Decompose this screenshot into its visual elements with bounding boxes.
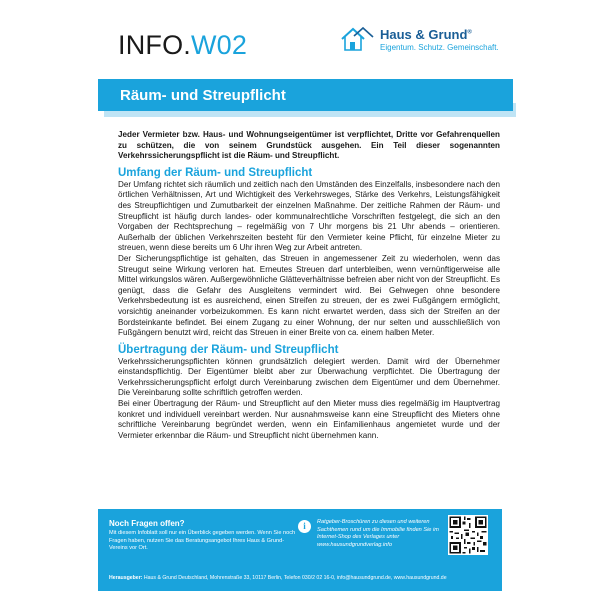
section-umfang-paragraph-2: Der Sicherungspflichtige ist gehalten, das Streuen in angemessener Zeit zu wiederholen, wenn das Streugut seine Wirkung verloren hat. Erneutes Streuen darf unterbleiben, wenn vernünftigerweise alle Mittel wirkungslos wären. Außergewöhnliche Glätteverhältnisse befreien aber nicht von der Streupflicht. Es genügt, dass die Gefahr des Ausgleitens vermindert wird. Bei Gehwegen ohne besondere Verkehrsbedeutung ist es ausreichend, einen Streifen zu streuen, der es zwei Fußgängern ermöglicht, vorsichtig aneinander vorbeizukommen. Es kann nicht erwartet werden, dass sich der Streifen an der Bordsteinkante befindet. Bei einem Zugang zu einer Wohnung, der nur selten und ausschließlich von Fußgängern benutzt wird, reicht das Streuen in einer Breite von ca. einem halben Meter.: [118, 253, 500, 338]
publisher-line: Herausgeber: Haus & Grund Deutschland, Mohrenstraße 33, 10117 Berlin, Telefon 030/2 02 16-0, info@hausundgrund.de, www.hausundgrund.de: [109, 575, 447, 581]
section-uebertragung-paragraph-1: Verkehrssicherungspflichten können grundsätzlich delegiert werden. Damit wird der Übernehmer einstandspflichtig. Der Eigentümer bleibt aber zur Überwachung verpflichtet. Die Übertragung der Verkehrssicherungspflicht erfolgt durch Vereinbarung zwischen dem Eigentümer und dem Übernehmer. Die Vereinbarung sollte schriftlich getroffen werden.: [118, 356, 500, 398]
footer-box: [98, 509, 502, 591]
info-icon: i: [298, 520, 311, 533]
info-prefix: INFO.: [118, 30, 191, 60]
qr-code-icon: [448, 515, 488, 555]
section-umfang-paragraph-1: Der Umfang richtet sich räumlich und zeitlich nach den Umständen des Einzelfalls, insbesondere nach den örtlichen Verhältnissen, Art und Wichtigkeit des Verkehrsweges, Stärke des Verkehrs, Leistungsfähigkeit des Streupflichtigen und Zumutbarkeit der einzelnen Maßnahme. Der zeitliche Rahmen der Räum- und Streupflicht ist häufig durch landes- oder kommunalrechtliche Vorschriften festgelegt, die sich an den Vorgaben der Rechtsprechung – regelmäßig von 7 Uhr morgens bis 21 Uhr abends – orientieren. Außerhalb der üblichen Verkehrszeiten besteht für den Vermieter keine Pflicht, für einzelne Mieter zu streuen, wenn diese bereits um 6 Uhr ihren Weg zur Arbeit antreten.: [118, 179, 500, 253]
footer-shop-note: Ratgeber-Broschüren zu diesen und weiteren Sachthemen rund um die Immobilie finden Sie im Internet-Shop des Verlages unter www.hausundgrundverlag.info: [317, 519, 439, 548]
intro-paragraph: Jeder Vermieter bzw. Haus- und Wohnungseigentümer ist verpflichtet, Dritte vor Gefahrenquellen zu schützen, die von seinem Grundstück ausgehen. Ein Teil dieser sogenannten Verkehrssicherungspflicht ist die Räum- und Streupflicht.: [118, 130, 500, 161]
title-bar: [98, 79, 513, 111]
page-title: Räum- und Streupflicht: [120, 87, 286, 104]
section-heading-umfang: Umfang der Räum- und Streupflicht: [118, 166, 313, 179]
section-heading-uebertragung: Übertragung der Räum- und Streupflicht: [118, 343, 339, 356]
footer-text: Mit diesem Infoblatt soll nur ein Überblick gegeben werden. Wenn Sie noch Fragen haben, nutzen Sie das Beratungsangebot Ihres Haus & Grund-Vereins vor Ort.: [109, 530, 296, 552]
house-logo-icon: [340, 25, 374, 53]
info-code: W02: [191, 30, 248, 60]
logo-name: Haus & Grund®: [380, 27, 472, 42]
main-content: [118, 130, 500, 441]
section-uebertragung-paragraph-2: Bei einer Übertragung der Räum- und Streupflicht auf den Mieter muss dies regelmäßig im Hauptvertrag konkret und individuell vereinbart werden. Nur ausnahmsweise kann eine Streupflicht des Mieters ohne schriftliche Vereinbarung begründet werden, wenn ein Einfamilienhaus angemietet wurde und der Vermieter erkennbar die Räum- und Streupflicht nicht übernehmen kann.: [118, 399, 500, 440]
logo-tagline: Eigentum. Schutz. Gemeinschaft.: [380, 43, 499, 52]
info-code-title: [118, 30, 247, 61]
footer-heading: Noch Fragen offen?: [109, 519, 185, 528]
haus-und-grund-logo: [340, 25, 500, 55]
